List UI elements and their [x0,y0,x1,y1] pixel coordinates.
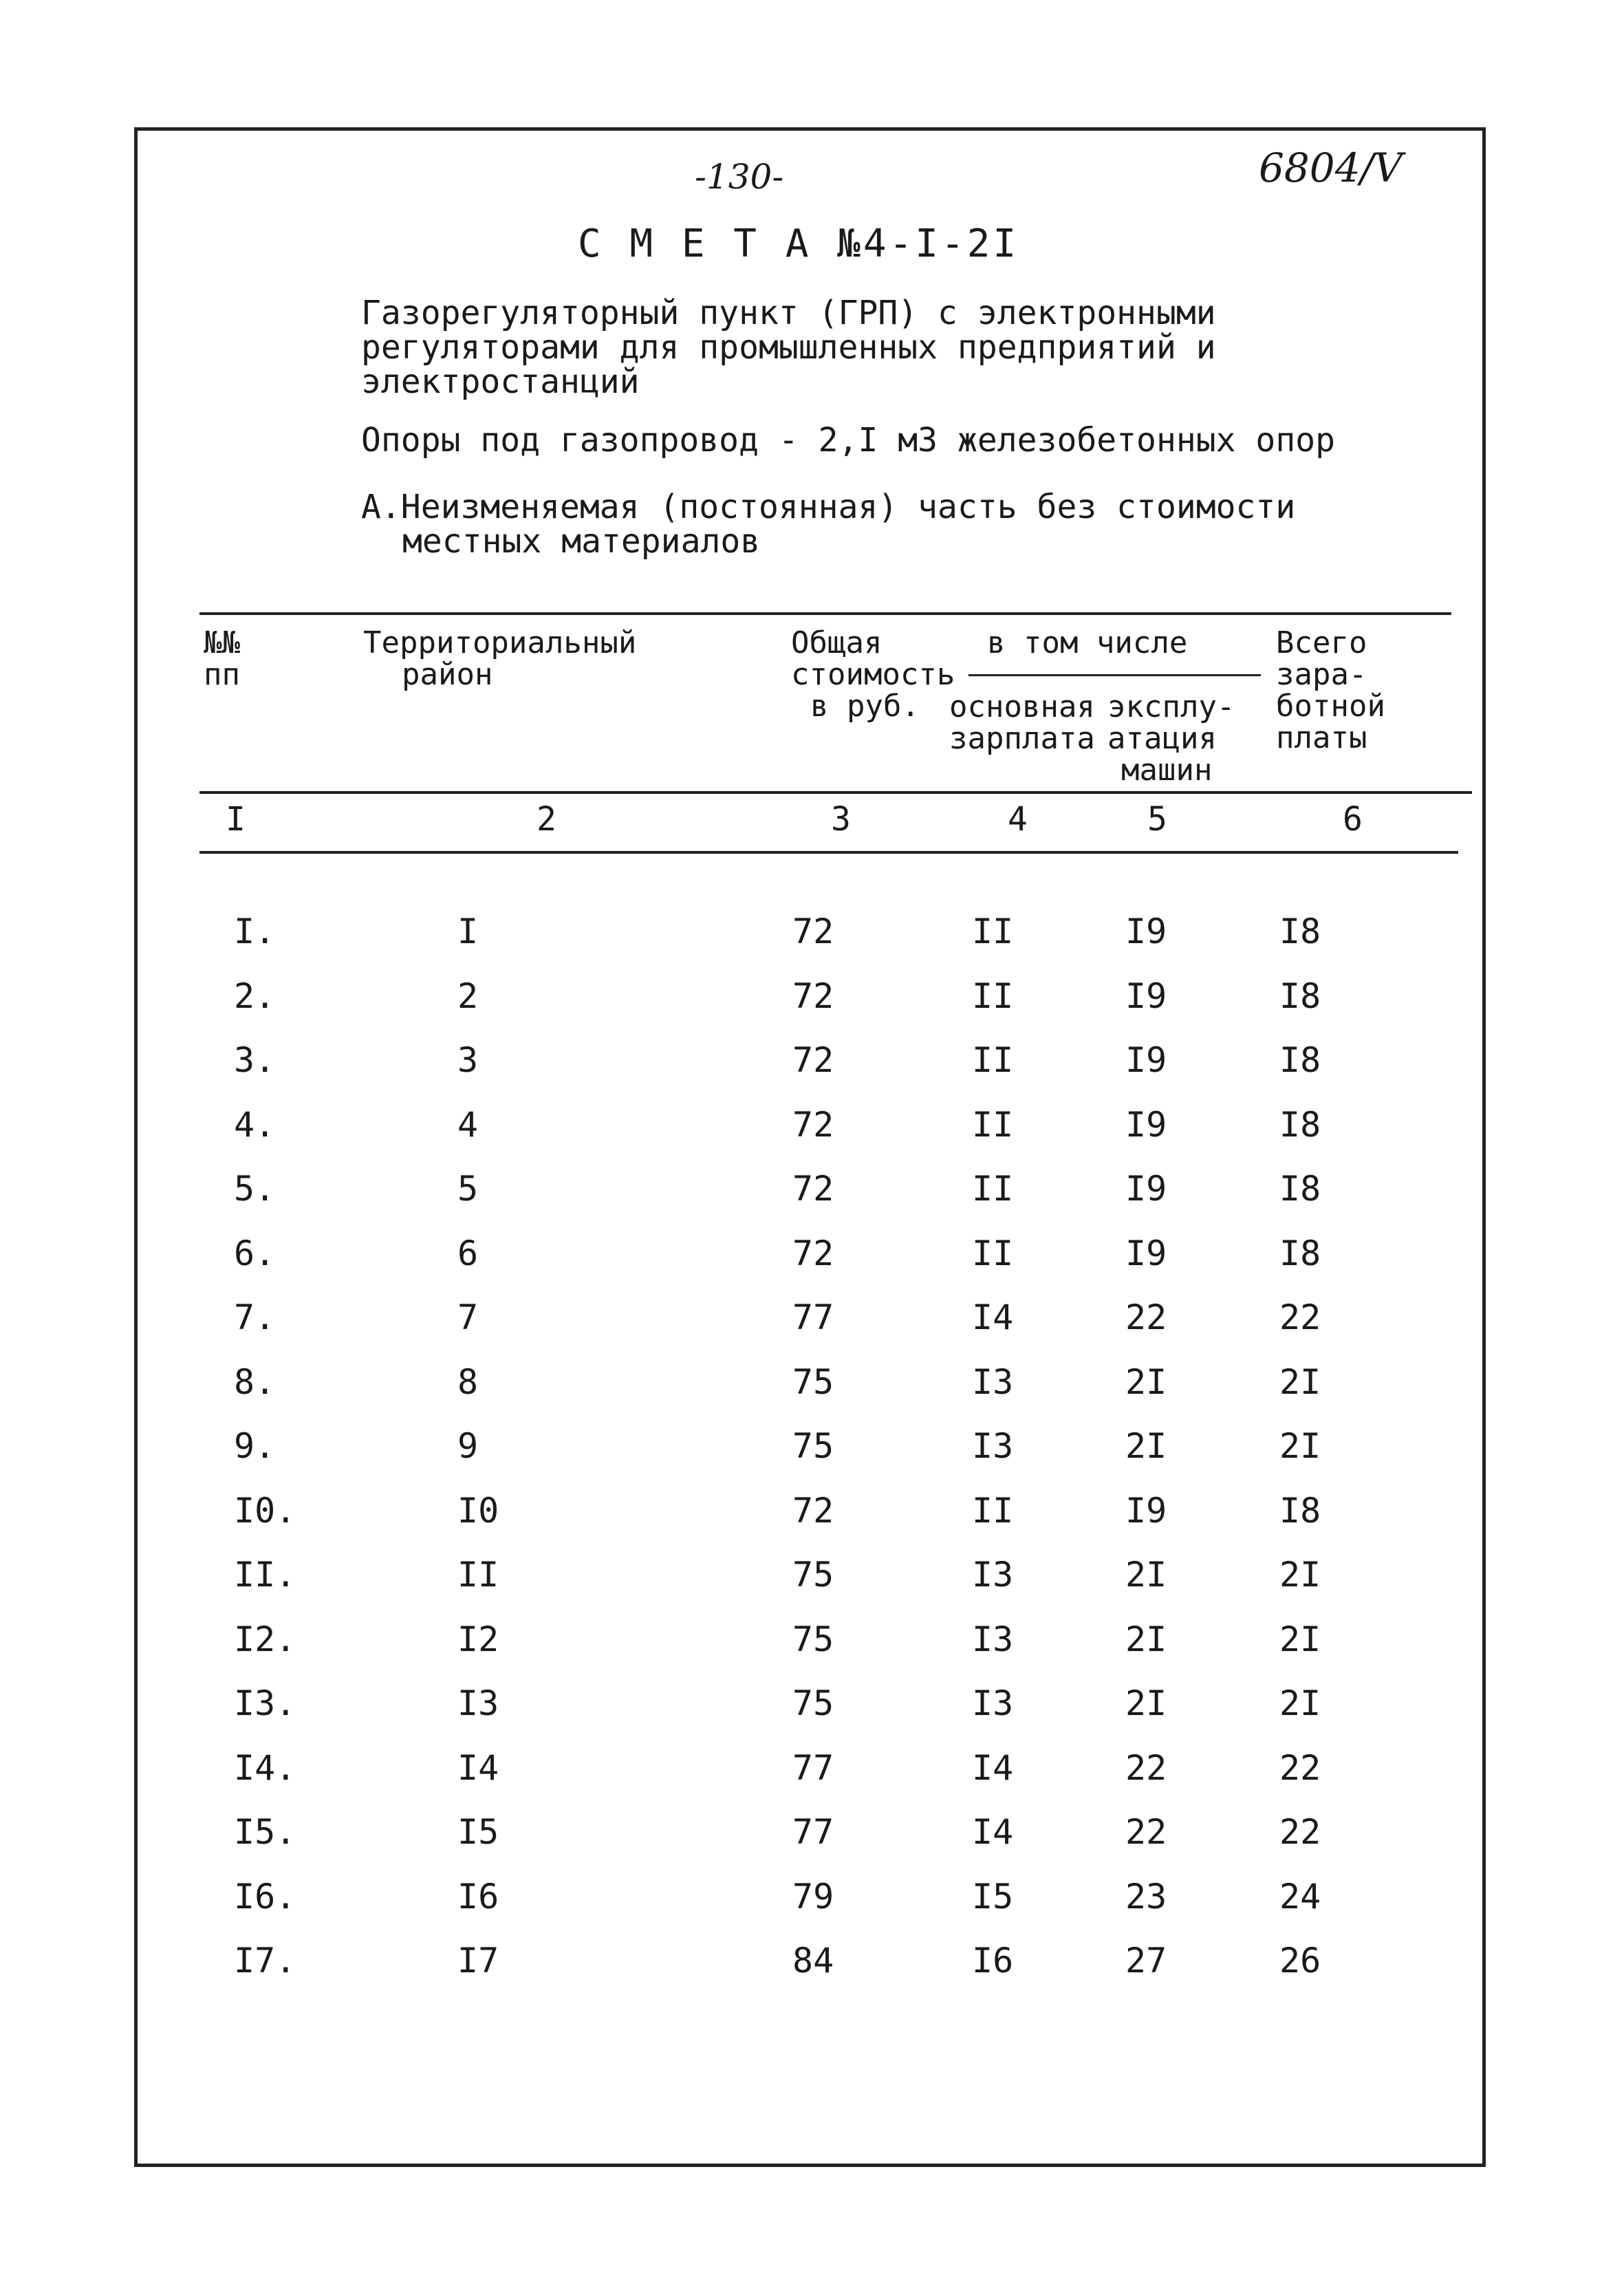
description-line-3: электростанций [361,363,640,401]
cell-salary: I4 [972,1297,1014,1337]
cell-salary: II [972,1169,1014,1209]
cell-wage: I8 [1279,976,1321,1016]
cell-total: 72 [792,1040,834,1080]
header-machines [1107,691,1235,786]
column-numbers-rule [199,851,1458,854]
table-top-rule [199,612,1451,615]
cell-machines: 22 [1125,1812,1167,1852]
cell-wage: 22 [1279,1297,1321,1337]
cell-total: 72 [792,1105,834,1145]
cell-num: I3. [234,1683,296,1723]
header-machines-line-1: эксплу- [1107,689,1235,724]
header-machines-line-2: атация [1107,721,1217,756]
section-heading [361,490,1295,559]
cell-total: 84 [792,1941,834,1981]
cell-machines: 2I [1125,1619,1167,1659]
cell-num: I6. [234,1877,296,1917]
cell-num: II. [234,1555,296,1595]
cell-num: 5. [234,1169,276,1209]
header-salary-line-2: зарплата [949,721,1095,756]
cell-machines: I9 [1125,976,1167,1016]
including-rule [968,674,1261,676]
document-code: 6804/V [1259,144,1403,191]
cell-salary: I3 [972,1619,1014,1659]
page-number: -130- [695,157,784,197]
header-wage-line-4: платы [1276,720,1367,755]
section-line-2: местных материалов [402,522,761,561]
cell-wage: I8 [1279,1169,1321,1209]
header-region-line-2: район [402,657,493,692]
colnum-3: 3 [831,800,851,839]
cell-wage: I8 [1279,1233,1321,1273]
cell-wage: 22 [1279,1812,1321,1852]
cell-region: I0 [457,1491,499,1531]
cell-wage: 2I [1279,1683,1321,1723]
header-num [204,627,240,691]
cell-wage: 26 [1279,1941,1321,1981]
cell-region: 2 [457,976,479,1016]
cell-total: 75 [792,1619,834,1659]
cell-num: 6. [234,1233,276,1273]
cell-machines: I9 [1125,912,1167,951]
header-wage-line-3: ботной [1276,689,1385,724]
cell-salary: I4 [972,1748,1014,1788]
cell-total: 77 [792,1748,834,1788]
cell-total: 77 [792,1812,834,1852]
cell-salary: II [972,1233,1014,1273]
cell-machines: 22 [1125,1748,1167,1788]
cell-salary: I6 [972,1941,1014,1981]
cell-total: 77 [792,1297,834,1337]
cell-total: 72 [792,912,834,951]
header-including: в том числе [987,625,1188,660]
cell-num: 9. [234,1426,276,1466]
cell-salary: I3 [972,1683,1014,1723]
header-wage-total [1276,627,1385,754]
cell-num: 7. [234,1297,276,1337]
cell-wage: I8 [1279,1105,1321,1145]
cell-salary: I5 [972,1877,1014,1917]
cell-num: 3. [234,1040,276,1080]
header-region [363,627,636,691]
cell-total: 75 [792,1426,834,1466]
colnum-4: 4 [1008,800,1028,839]
cell-wage: 2I [1279,1362,1321,1402]
cell-region: I7 [457,1941,499,1981]
cell-salary: I3 [972,1362,1014,1402]
cell-region: I4 [457,1748,499,1788]
cell-wage: 2I [1279,1426,1321,1466]
cell-region: 5 [457,1169,479,1209]
cell-region: 6 [457,1233,479,1273]
header-total-line-1: Общая [791,625,883,660]
header-total-line-3: в руб. [810,689,920,724]
cell-num: I. [234,912,276,951]
cell-total: 72 [792,1233,834,1273]
cell-salary: II [972,1491,1014,1531]
cell-region: I6 [457,1877,499,1917]
header-num-line-2: пп [204,657,240,692]
cell-region: 7 [457,1297,479,1337]
cell-wage: I8 [1279,1040,1321,1080]
cell-machines: I9 [1125,1040,1167,1080]
cell-num: 2. [234,976,276,1016]
cell-num: I5. [234,1812,296,1852]
colnum-1: I [226,800,246,839]
cell-total: 75 [792,1683,834,1723]
cell-region: 3 [457,1040,479,1080]
cell-salary: II [972,1105,1014,1145]
cell-num: I4. [234,1748,296,1788]
description-line-1: Газорегуляторный пункт (ГРП) с электронными [361,294,1216,332]
cell-wage: 2I [1279,1555,1321,1595]
cell-wage: I8 [1279,1491,1321,1531]
header-wage-line-1: Всего [1276,625,1367,660]
cell-num: 8. [234,1362,276,1402]
header-bottom-rule [199,791,1472,794]
colnum-2: 2 [537,800,556,839]
cell-wage: 22 [1279,1748,1321,1788]
cell-machines: I9 [1125,1105,1167,1145]
cell-machines: 2I [1125,1683,1167,1723]
colnum-6: 6 [1343,800,1363,839]
cell-region: 4 [457,1105,479,1145]
header-salary [949,691,1095,755]
description [361,296,1216,399]
cell-region: 8 [457,1362,479,1402]
cell-machines: 22 [1125,1297,1167,1337]
header-machines-line-3: машин [1121,753,1213,788]
cell-machines: I9 [1125,1169,1167,1209]
cell-region: 9 [457,1426,479,1466]
header-total-line-2: стоимость [791,657,955,692]
cell-region: I5 [457,1812,499,1852]
cell-salary: I3 [972,1426,1014,1466]
cell-num: I0. [234,1491,296,1531]
cell-wage: I8 [1279,912,1321,951]
cell-wage: 2I [1279,1619,1321,1659]
cell-machines: 27 [1125,1941,1167,1981]
cell-salary: II [972,912,1014,951]
cell-machines: I9 [1125,1233,1167,1273]
cell-num: 4. [234,1105,276,1145]
cell-total: 79 [792,1877,834,1917]
cell-machines: 2I [1125,1555,1167,1595]
header-wage-line-2: зара- [1276,657,1367,692]
cell-total: 75 [792,1362,834,1402]
description-line-2: регуляторами для промышленных предприятий и [361,328,1216,367]
header-num-line-1: №№ [204,625,240,660]
estimate-title: С М Е Т А №4-I-2I [578,222,1019,266]
cell-total: 72 [792,1491,834,1531]
header-region-line-1: Территориальный [363,625,637,660]
cell-machines: 2I [1125,1426,1167,1466]
cell-total: 72 [792,1169,834,1209]
cell-machines: 23 [1125,1877,1167,1917]
cell-region: I2 [457,1619,499,1659]
colnum-5: 5 [1147,800,1167,839]
cell-salary: II [972,1040,1014,1080]
cell-salary: I4 [972,1812,1014,1852]
cell-region: I3 [457,1683,499,1723]
header-salary-line-1: основная [949,689,1095,724]
cell-num: I7. [234,1941,296,1981]
cell-salary: I3 [972,1555,1014,1595]
section-line-1: А.Неизменяемая (постоянная) часть без стоимости [361,488,1296,526]
cell-region: II [457,1555,499,1595]
header-total [791,627,955,722]
cell-total: 75 [792,1555,834,1595]
supports-line: Опоры под газопровод - 2,I м3 железобетонных опор [361,421,1336,460]
cell-machines: I9 [1125,1491,1167,1531]
cell-salary: II [972,976,1014,1016]
cell-machines: 2I [1125,1362,1167,1402]
cell-wage: 24 [1279,1877,1321,1917]
cell-region: I [457,912,479,951]
cell-num: I2. [234,1619,296,1659]
cell-total: 72 [792,976,834,1016]
